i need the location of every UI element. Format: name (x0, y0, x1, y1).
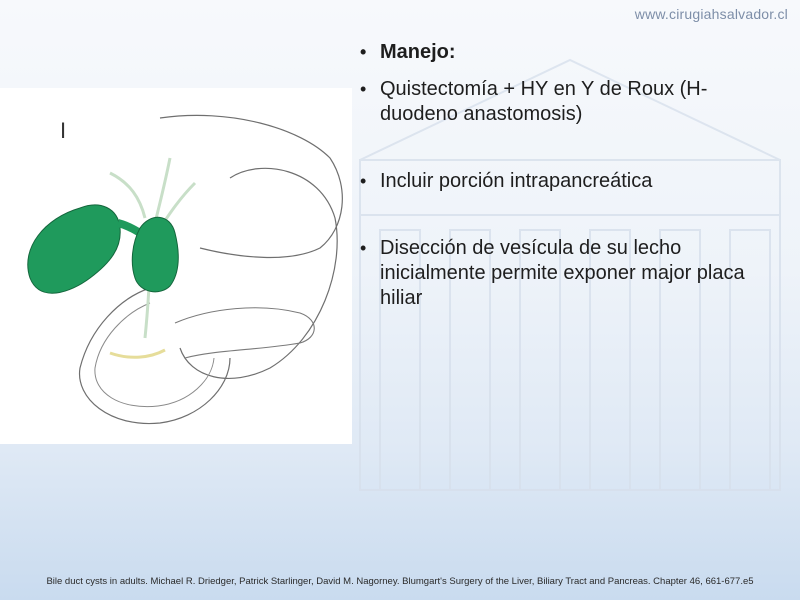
bullet-manejo: • Manejo: (358, 40, 778, 65)
citation-footer: Bile duct cysts in adults. Michael R. Driedger, Patrick Starlinger, David M. Nagorney. Blumgart's Surgery of the Liver, Biliary Tract and Pancreas. Chapter 46, 661-677.e5 (46, 576, 754, 587)
anatomy-illustration (0, 88, 352, 444)
bullet-list (358, 40, 778, 311)
site-url: www.cirugiahsalvador.cl (634, 6, 788, 22)
figure-panel-label: I (60, 118, 67, 143)
bullet-quistectomia: • Quistectomía + HY en Y de Roux (H-duodeno anastomosis) (358, 77, 778, 127)
pancreatic-duct (110, 350, 165, 357)
stomach-outline (180, 168, 337, 378)
anatomy-figure (0, 88, 352, 444)
gallbladder (28, 205, 120, 293)
bullet-diseccion: • Disección de vesícula de su lecho inicialmente permite exponer major placa hiliar (358, 236, 778, 311)
bullet-intrapancreatica: • Incluir porción intrapancreática (358, 169, 778, 194)
